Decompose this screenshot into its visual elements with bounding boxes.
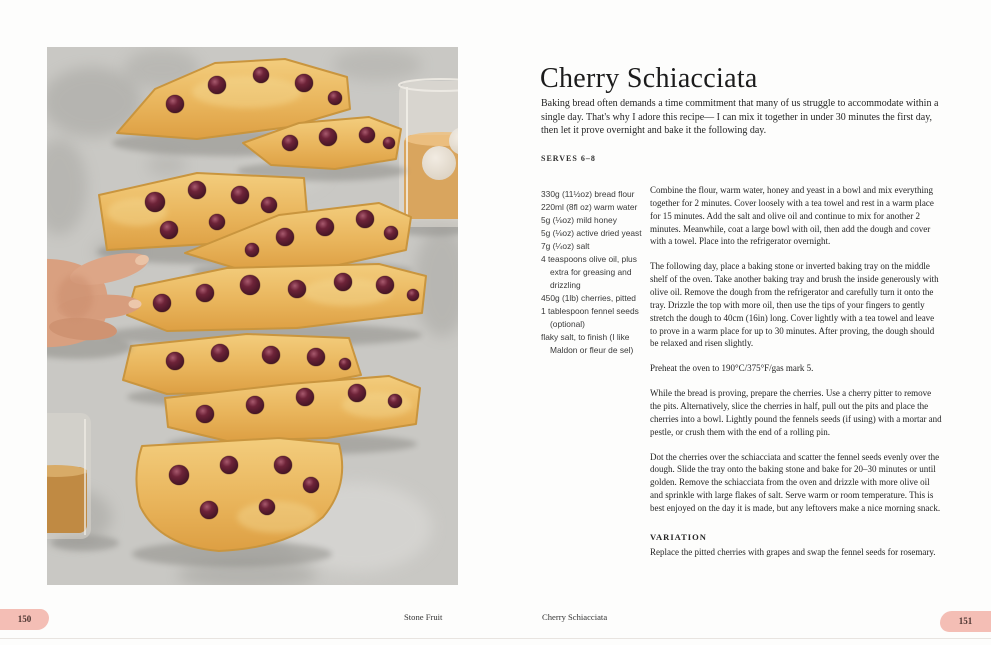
method-paragraph: Dot the cherries over the schiacciata and scatter the fennel seeds evenly over the dough. Slide the tray onto the baking stone and bake for 20–30 minutes or until golden. Remove the schiacciata from the oven and drizzle with more olive oil and sprinkle with large flakes of salt. Serve warm or room temperature. This is best enjoyed on the day it is made, but any leftovers make a nice morning snack. [650, 451, 941, 514]
page-title: Cherry Schiacciata [540, 62, 758, 94]
serves-line: SERVES 6–8 [541, 154, 596, 163]
recipe-photo [47, 47, 458, 585]
ingredient-item: 7g (¼oz) salt [541, 241, 590, 252]
ingredient-item: 4 teaspoons olive oil, plus extra for greasing and drizzling [541, 254, 637, 291]
ingredient-item: 1 tablespoon fennel seeds (optional) [541, 306, 639, 330]
ingredient-item: flaky salt, to finish (I like Maldon or fleur de sel) [541, 332, 634, 356]
method-paragraph: The following day, place a baking stone or inverted baking tray on the middle shelf of the oven. Take another baking tray and brush the inside generously with olive oil. Remove the dough from the refrigerator and carefully turn it onto the tray. Drizzle the top with more oil, then use the tips of your fingers to gently stretch the dough to 40cm (16in) long. Cover lightly with a tea towel and leave to prove in a warm place for up to 30 minutes. After proving, the dough should be relaxed and risen slightly. [650, 261, 939, 349]
ingredient-item: 5g (⅛oz) mild honey [541, 215, 617, 226]
ingredient-item: 220ml (8fl oz) warm water [541, 202, 638, 213]
method-paragraph: Preheat the oven to 190°C/375°F/gas mark 5. [650, 363, 814, 374]
ingredient-item: 330g (11½oz) bread flour [541, 189, 635, 199]
schiacciata-photo-illustration [47, 47, 458, 585]
left-page-number-tab: 150 [0, 609, 49, 630]
variation-heading: VARIATION [650, 531, 707, 542]
right-running-footer: Cherry Schiacciata [542, 612, 608, 622]
ingredient-item: 450g (1lb) cherries, pitted [541, 293, 636, 304]
right-page-number-tab: 151 [940, 611, 991, 632]
method-paragraph: While the bread is proving, prepare the cherries. Use a cherry pitter to remove the pits. Alternatively, slice the cherries in half, pull out the pits and place the cherries into a bowl. Lightly pound the fennels seeds (if using) with a mortar and pestle, or crush them with the end of a rolling pin. [650, 388, 942, 437]
left-running-footer: Stone Fruit [404, 612, 443, 622]
variation-text: Replace the pitted cherries with grapes and swap the fennel seeds for rosemary. [650, 547, 936, 558]
page-bottom-edge [0, 638, 991, 639]
ingredient-item: 5g (⅛oz) active dried yeast [541, 228, 642, 239]
method-paragraph: Combine the flour, warm water, honey and yeast in a bowl and mix everything together for 2 minutes. Cover loosely with a tea towel and rest in a warm place for 15 minutes. Add the salt and olive oil and continue to mix for another 2 minutes. Meanwhile, coat a large bowl with oil, then add the dough and cover with a towel. Place into the refrigerator overnight. [650, 185, 934, 247]
method-column [650, 184, 942, 571]
recipe-intro: Baking bread often demands a time commitment that many of us struggle to accommodate within a single day. That's why I adore this recipe— I can mix it together in under 30 minutes the first day, then let it prove overnight and bake it the following day. [541, 98, 939, 137]
ingredients-list [541, 188, 649, 357]
